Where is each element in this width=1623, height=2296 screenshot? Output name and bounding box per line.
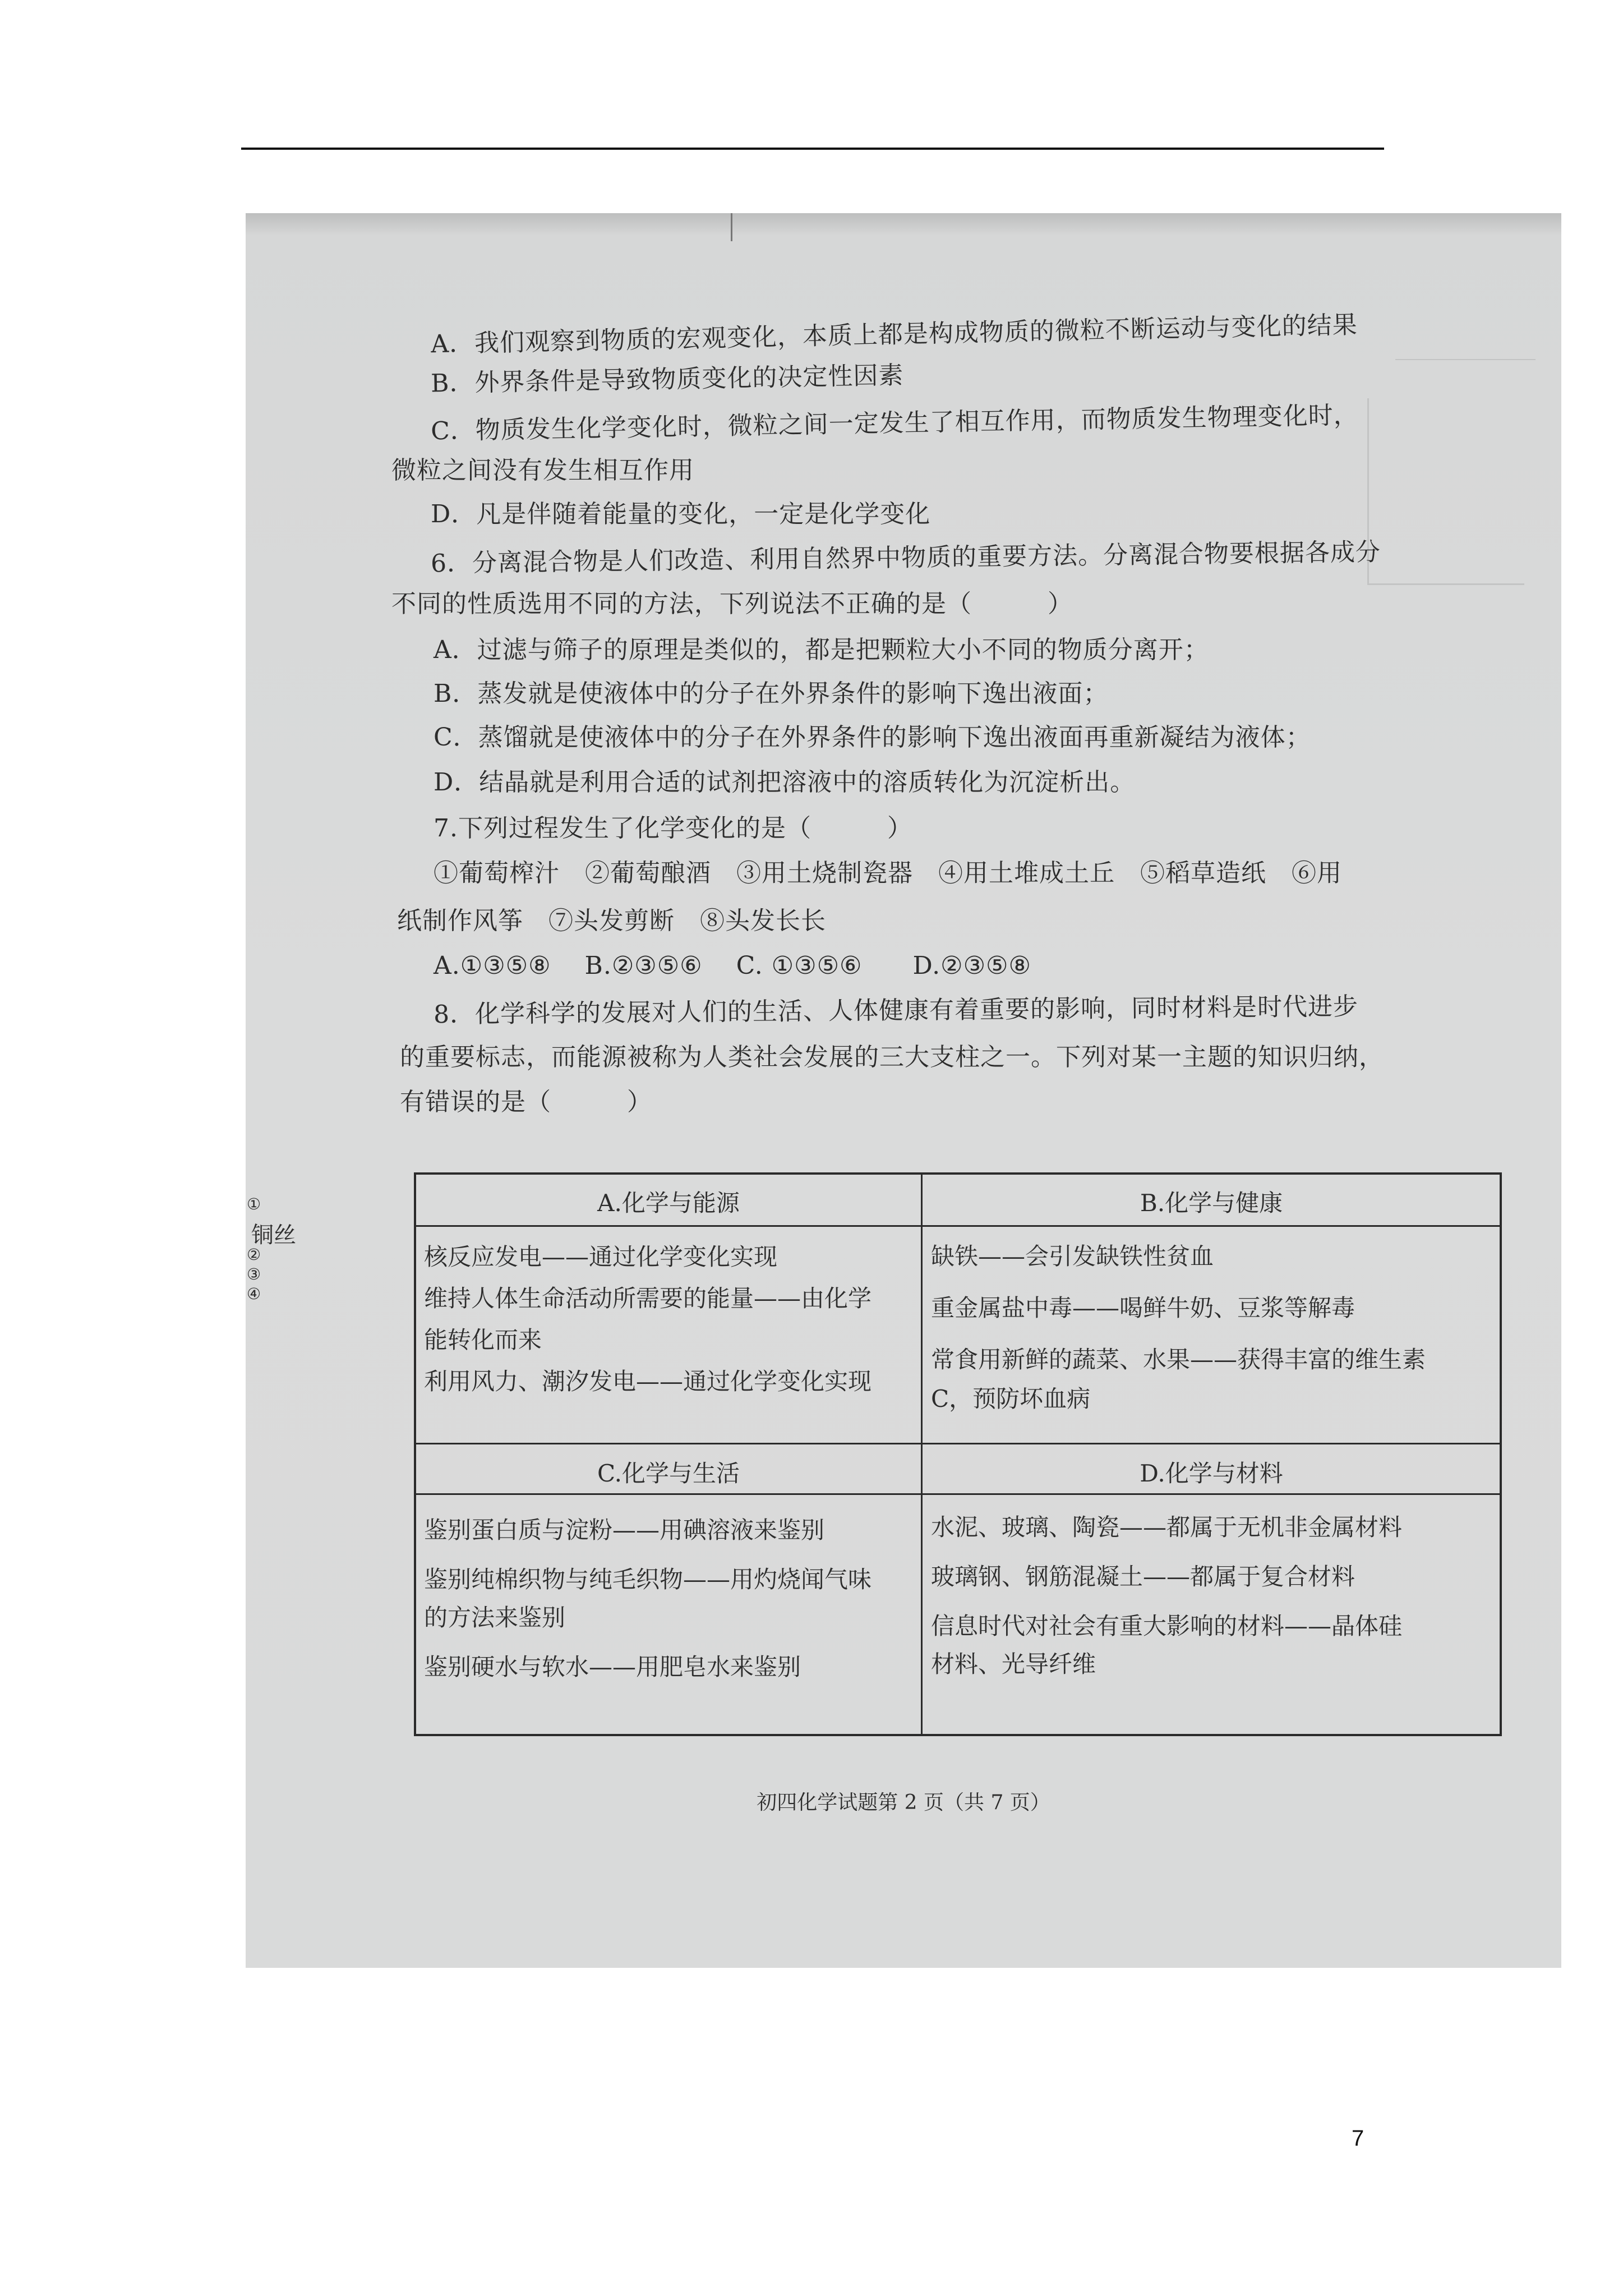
cell-a-content [424,1236,872,1402]
cell-d-content [931,1503,1402,1689]
cell-d-line: 水泥、玻璃、陶瓷——都属于无机非金属材料 [931,1513,1403,1541]
option-line: A．过滤与筛子的原理是类似的，都是把颗粒大小不同的物质分离开； [434,636,1209,664]
cell-d-line: 信息时代对社会有重大影响的材料——晶体硅 [931,1612,1403,1640]
option-line: C．蒸馏就是使液体中的分子在外界条件的影响下逸出液面再重新凝结为液体； [434,723,1311,752]
text-line: ①葡萄榨汁 ②葡萄酿酒 ③用土烧制瓷器 ④用土堆成土丘 ⑤稻草造纸 ⑥用 [434,859,1342,887]
question-8: 8．化学科学的发展对人们的生活、人体健康有着重要的影响，同时材料是时代进步 [433,992,1359,1029]
cell-b-line: 常食用新鲜的蔬菜、水果——获得丰富的维生素 [931,1346,1426,1373]
cell-b-line: 缺铁——会引发缺铁性贫血 [931,1243,1214,1270]
cell-b-content [931,1231,1426,1425]
question-7: 7.下列过程发生了化学变化的是（ ） [434,814,912,843]
side-mark: ① [247,1195,261,1213]
choice-line: A.①③⑤⑧ B.②③⑤⑥ C. ①③⑤⑥ D.②③⑤⑧ [434,951,1031,980]
cell-d-line: 玻璃钢、钢筋混凝土——都属于复合材料 [931,1563,1355,1590]
cell-b-line: C，预防坏血病 [931,1385,1091,1412]
cell-c-line: 鉴别硬水与软水——用肥皂水来鉴别 [424,1653,801,1681]
side-mark: ② [247,1245,261,1264]
knowledge-table [414,1172,1502,1736]
photo-fold-mark [731,213,732,241]
text-line: D．凡是伴随着能量的变化，一定是化学变化 [431,500,931,528]
bleed-through-mark [1395,320,1536,360]
text-line: B．外界条件是导致物质变化的决定性因素 [430,361,904,398]
cell-a-line: 维持人体生命活动所需要的能量——由化学 [424,1285,872,1312]
text-line: 有错误的是（ ） [400,1088,652,1116]
text-line: 不同的性质选用不同的方法，下列说法不正确的是（ ） [391,590,1073,618]
table-divider [921,1175,923,1734]
header-rule [241,148,1384,150]
table-divider [416,1225,1500,1227]
text-line: A．我们观察到物质的宏观变化，本质上都是构成物质的微粒不断运动与变化的结果 [430,310,1358,359]
page-number: 7 [1352,2126,1364,2151]
cell-c-line: 鉴别蛋白质与淀粉——用碘溶液来鉴别 [424,1516,825,1544]
exam-footer: 初四化学试题第 2 页（共 7 页） [757,1791,1050,1814]
text-line: 的重要标志，而能源被称为人类社会发展的三大支柱之一。下列对某一主题的知识归纳， [400,1043,1384,1071]
text-line: C．物质发生化学变化时，微粒之间一定发生了相互作用，而物质发生物理变化时， [430,401,1359,446]
photo-top-edge [246,213,1561,236]
option-line: D．结晶就是利用合适的试剂把溶液中的溶质转化为沉淀析出。 [434,768,1136,797]
table-divider [416,1493,1500,1495]
text-line: 纸制作风筝 ⑦头发剪断 ⑧头发长长 [397,907,826,935]
cell-a-line: 利用风力、潮汐发电——通过化学变化实现 [424,1368,872,1395]
bleed-through-axis [1367,583,1524,585]
cell-c-line: 鉴别纯棉织物与纯毛织物——用灼烧闻气味 [424,1566,872,1593]
cell-b-line: 重金属盐中毒——喝鲜牛奶、豆浆等解毒 [931,1294,1355,1322]
cell-c-title: C.化学与生活 [597,1460,740,1487]
side-mark: ④ [247,1285,261,1303]
option-line: B．蒸发就是使液体中的分子在外界条件的影响下逸出液面； [434,679,1109,708]
cell-c-content [424,1506,872,1692]
side-note: 铜丝 [251,1222,296,1248]
cell-c-line: 的方法来鉴别 [424,1604,566,1631]
cell-a-line: 核反应发电——通过化学变化实现 [424,1243,778,1271]
table-divider [416,1443,1500,1444]
exam-page-photo [246,213,1561,1968]
side-mark: ③ [247,1265,261,1283]
cell-a-line: 能转化而来 [424,1326,542,1354]
cell-d-line: 材料、光导纤维 [931,1650,1096,1678]
cell-a-title: A.化学与能源 [597,1189,740,1217]
question-6: 6．分离混合物是人们改造、利用自然界中物质的重要方法。分离混合物要根据各成分 [430,537,1381,578]
cell-d-title: D.化学与材料 [1140,1460,1283,1487]
cell-b-title: B.化学与健康 [1140,1189,1283,1217]
text-line: 微粒之间没有发生相互作用 [391,456,694,485]
